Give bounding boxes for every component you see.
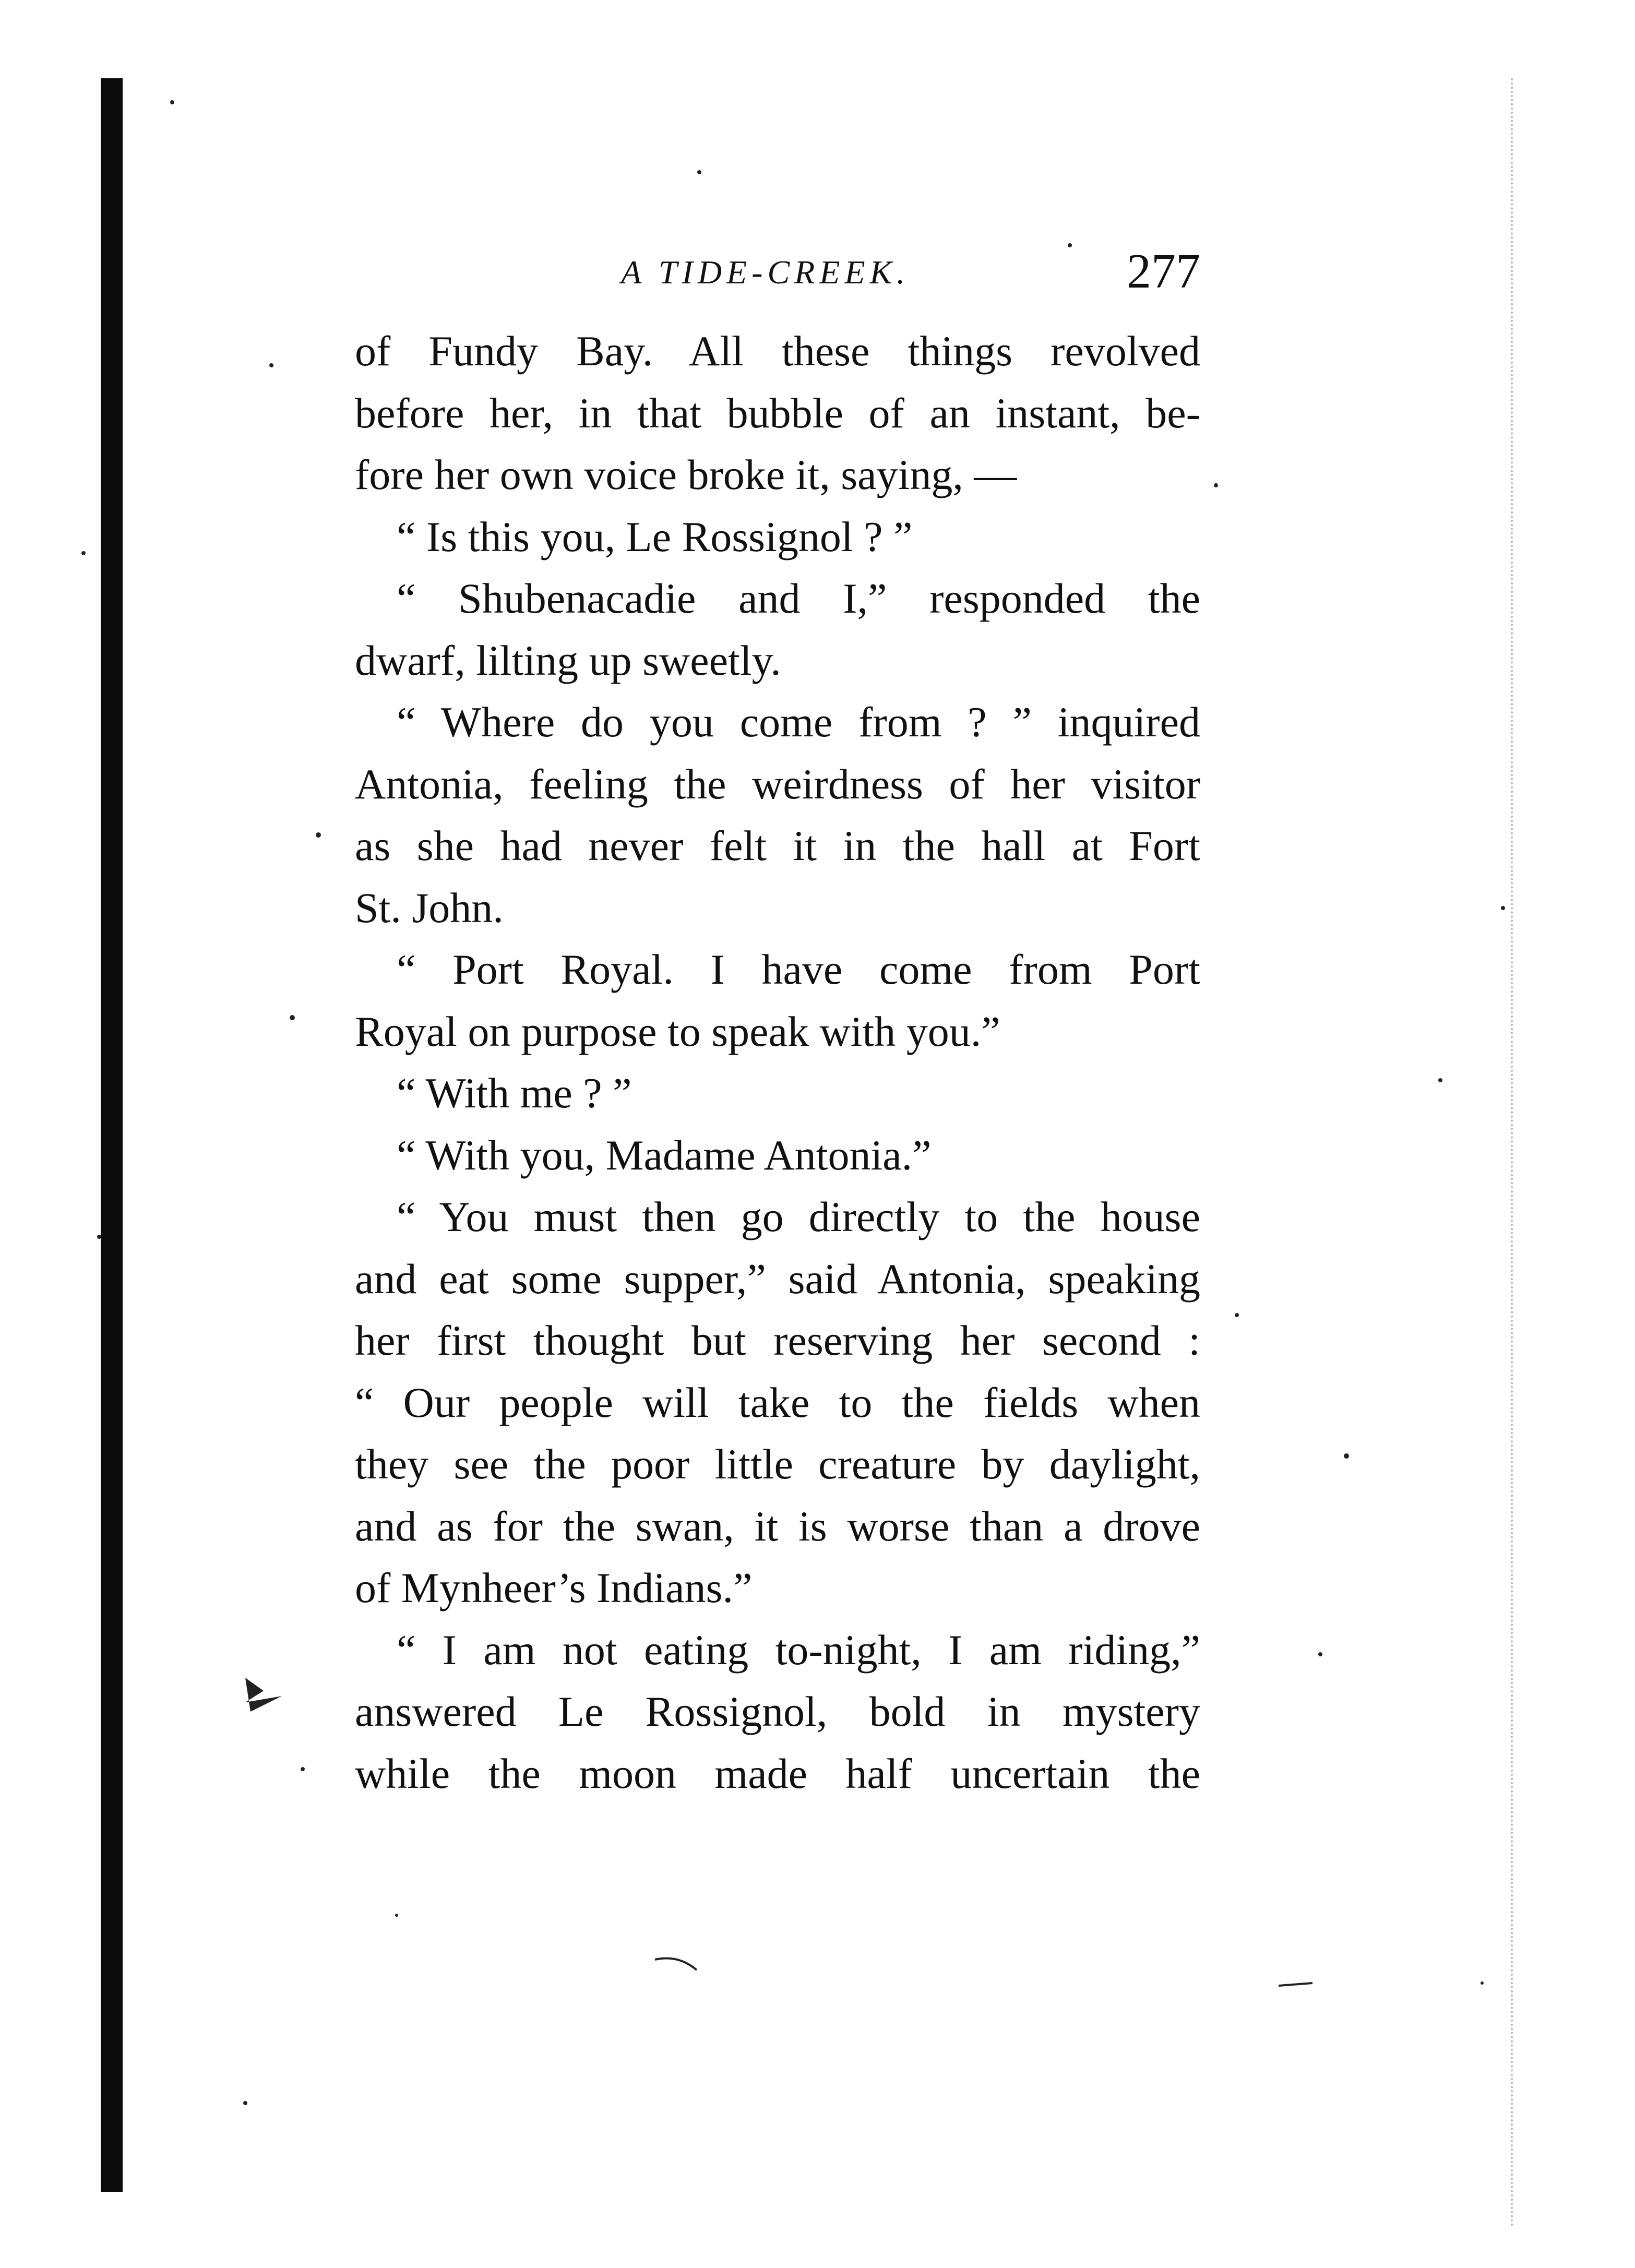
text-line: they see the poor little creature by daylight,: [355, 1440, 1200, 1488]
text-line: and as for the swan, it is worse than a drove: [355, 1502, 1200, 1550]
text-line: “ With you, Madame Antonia.”: [397, 1131, 932, 1179]
text-line: while the moon made half uncertain the: [355, 1749, 1200, 1797]
text-line: fore her own voice broke it, saying, —: [355, 451, 1017, 498]
binding-shadow: [101, 78, 123, 2192]
text-line: “ I am not eating to-night, I am riding,”: [397, 1626, 1200, 1674]
text-line: St. John.: [355, 884, 504, 932]
text-line: of Fundy Bay. All these things revolved: [355, 327, 1200, 375]
text-line: and eat some supper,” said Antonia, speaking: [355, 1255, 1200, 1303]
page-header: [355, 245, 1200, 308]
text-line: her first thought but reserving her second :: [355, 1317, 1200, 1364]
text-line: Antonia, feeling the weirdness of her visitor: [355, 760, 1200, 808]
text-line: dwarf, lilting up sweetly.: [355, 636, 781, 684]
text-line: answered Le Rossignol, bold in mystery: [355, 1688, 1200, 1735]
page-edge: [1511, 78, 1513, 2228]
text-line: “ Port Royal. I have come from Port: [397, 946, 1200, 993]
text-line: as she had never felt it in the hall at Fort: [355, 822, 1200, 869]
text-line: “ You must then go directly to the house: [397, 1193, 1200, 1240]
text-line: “ With me ? ”: [397, 1069, 632, 1117]
text-line: of Mynheer’s Indians.”: [355, 1564, 753, 1612]
text-line: “ Is this you, Le Rossignol ? ”: [397, 512, 913, 560]
text-line: Royal on purpose to speak with you.”: [355, 1007, 1000, 1055]
text-line: “ Our people will take to the fields when: [355, 1378, 1200, 1426]
text-line: “ Where do you come from ? ” inquired: [397, 698, 1200, 746]
running-title: A TIDE-CREEK.: [621, 254, 910, 291]
page-number: 277: [1127, 244, 1200, 299]
text-line: “ Shubenacadie and I,” responded the: [397, 575, 1200, 622]
body-text: [355, 320, 1200, 1805]
text-line: before her, in that bubble of an instant, be-: [355, 389, 1200, 437]
